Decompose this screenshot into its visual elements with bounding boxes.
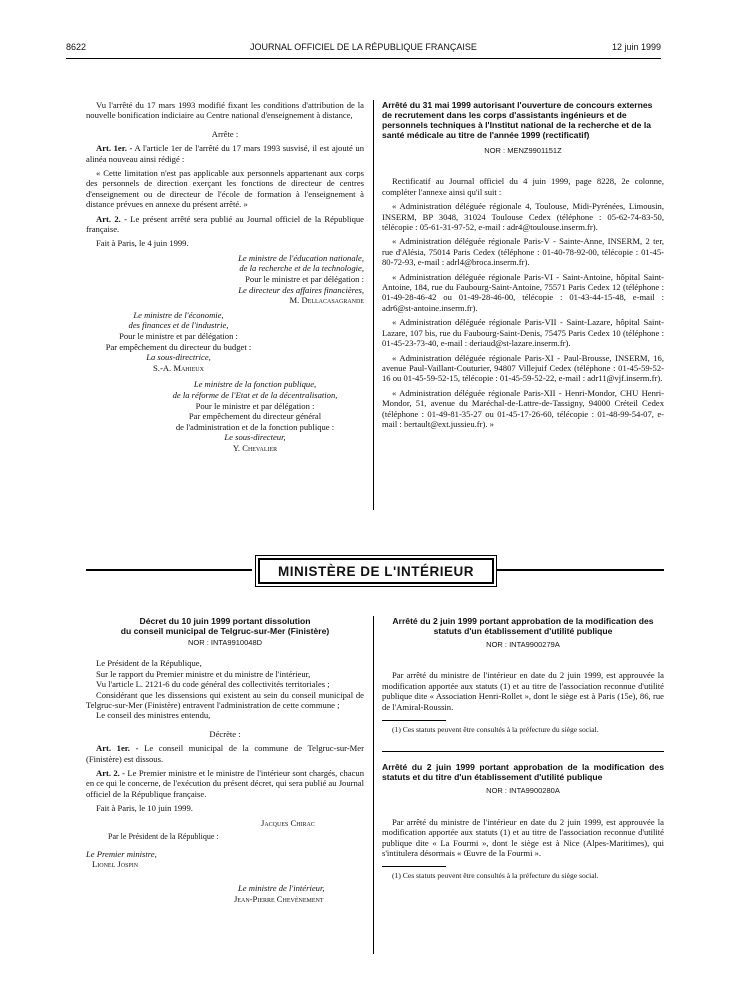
signature-1-title-a: Le ministre de l'éducation nationale, (238, 252, 364, 263)
signature-3-delegation: Pour le ministre et par délégation : (195, 400, 315, 411)
page-header (66, 42, 661, 56)
article-1-text: Le conseil municipal de la commune de Telgruc-sur-Mer (Finistère) est dissous. (86, 743, 364, 764)
arrete-1-footnote: (1) Ces statuts peuvent être consultés à la préfecture du siège social. (392, 725, 599, 735)
signature-3-title-b: de la réforme de l'Etat et de la décentralisation, (172, 390, 338, 400)
annex-item: « Administration déléguée régionale Paris-VII - Saint-Lazare, hôpital Saint-Lazare, 107 bis, rue du Faubourg-Saint-Denis, 75475 Paris Cedex 10 (téléphone : 01-45-23-73-40, e-mail : deriaud@st-lazare.inserm.fr). (382, 317, 664, 349)
signature-2-delegation: Pour le ministre et par délégation : (119, 331, 238, 342)
column-divider-bottom (373, 616, 374, 954)
annex-item: « Administration déléguée régionale Paris-VI - Saint-Antoine, hôpital Saint-Antoine, 184, rue du Faubourg-Saint-Antoine, 75571 Paris Cedex 12 (téléphone : 01-49-28-46-42 ou 01-49-28-46-00, télécopie : 01-43-44-15-48, e-mail : adr6@st-antoine.inserm.fr). (382, 271, 664, 313)
president-signature: Jacques Chirac (261, 817, 315, 828)
fait-line: Fait à Paris, le 4 juin 1999. (96, 238, 189, 249)
signature-3-role: Le sous-directeur, (224, 432, 286, 443)
signature-2-title-a: Le ministre de l'économie, (133, 309, 224, 320)
article-2 (86, 768, 364, 799)
signature-2-role: La sous-directrice, (146, 352, 211, 363)
top-left-column (86, 100, 364, 454)
annex-item: « Administration déléguée régionale Paris-XII - Henri-Mondor, CHU Henri-Mondor, 51, avenue du Maréchal-de-Lattre-de-Tassigny, 94000 Créteil Cedex (téléphone : 01-49-81-35-27 ou 01-45-17-26-60, télécopie : 01-48-99-54-07, e-mail : bertault@ext.jussieu.fr). » (382, 387, 664, 429)
arrete-heading: Arrête : (211, 128, 239, 139)
signature-2-title-b: des finances et de l'industrie, (128, 320, 229, 331)
vu-paragraph: Vu l'arrêté du 17 mars 1993 modifié fixant les conditions d'attribution de la nouvelle bonification indiciaire au Centre national d'enseignement à distance, (86, 100, 364, 121)
signature-2-empechement: Par empêchement du directeur du budget : (105, 341, 252, 352)
column-divider-top (373, 100, 374, 510)
arrete-2-nor: NOR : INTA9900280A (486, 786, 560, 796)
signature-3-empechement-a: Par empêchement du directeur général (188, 411, 322, 422)
signature-3-empechement-b: de l'administration et de la fonction publique : (175, 421, 335, 432)
footnote-rule (382, 720, 446, 721)
article-1 (86, 743, 364, 764)
premier-ministre-title: Le Premier ministre, (86, 848, 157, 859)
rapport-line: Sur le rapport du Premier ministre et du ministre de l'intérieur, (96, 668, 311, 679)
signature-2-name: S.-A. Mahieux (153, 362, 204, 373)
signature-block-3 (146, 379, 364, 453)
ministry-heading: MINISTÈRE DE L'INTÉRIEUR (258, 558, 494, 584)
signature-1-role: Le directeur des affaires financières, (238, 284, 364, 295)
decret-title-line-1: Décret du 10 juin 1999 portant dissolution (139, 616, 311, 626)
issue-date: 12 juin 1999 (611, 42, 661, 52)
arrete-1-title: Arrêté du 2 juin 1999 portant approbation de la modification des statuts d'un établissement d'utilité publique (392, 616, 654, 636)
signature-1-name: M. Dellacasagrande (289, 295, 364, 306)
signature-1-title-b: de la recherche et de la technologie, (239, 263, 364, 274)
header-rule (66, 58, 661, 59)
section-rule (382, 751, 664, 752)
article-2-label: Art. 2. - (96, 213, 127, 224)
decret-title-line-2: du conseil municipal de Telgruc-sur-Mer (Finistère) (120, 626, 330, 636)
premier-ministre-name: Lionel Jospin (92, 858, 139, 869)
quote-paragraph: « Cette limitation n'est pas applicable aux personnels appartenant aux corps des personnels de direction exerçant les fonctions de directeur de centres d'enseignement ou de directeur de l'école de formation à l'enseignement à distance prévues en annexe du présent arrêté. » (86, 168, 364, 210)
top-right-column (382, 100, 664, 433)
article-1-text: A l'article 1er de l'arrêté du 17 mars 1993 susvisé, il est ajouté un alinéa nouveau ainsi rédigé : (86, 143, 365, 164)
par-president-line: Par le Président de la République : (108, 832, 219, 842)
ministre-interieur-name: Jean-Pierre Chevènement (234, 893, 324, 904)
signature-3-name: Y. Chevalier (232, 442, 278, 453)
page-number: 8622 (66, 42, 87, 52)
bottom-left-column (86, 616, 364, 904)
decrete-heading: Décrète : (209, 728, 241, 739)
arrete-2-footnote: (1) Ces statuts peuvent être consultés à la préfecture du siège social. (392, 871, 599, 881)
arrete-2-body: Par arrêté du ministre de l'intérieur en date du 2 juin 1999, est approuvée la modification apportée aux statuts (1) et au titre de l'association reconnue d'utilité publique dite « La Fourmi », dont le siège est à Nice (Alpes-Maritimes), qui s'intitulera désormais « Œuvre de la Fourmi ». (382, 816, 664, 859)
ministre-interieur-title: Le ministre de l'intérieur, (238, 883, 325, 894)
vu-line: Vu l'article L. 2121-6 du code général des collectivités territoriales ; (96, 679, 330, 690)
signature-1-delegation: Pour le ministre et par délégation : (245, 274, 364, 285)
annex-item: « Administration déléguée régionale 4, Toulouse, Midi-Pyrénées, Limousin, INSERM, BP 3048, 31024 Toulouse Cedex (téléphone : 05-62-74-83-50, télécopie : 05-61-31-97-52, e-mail : adr4@toulouse.inserm.fr). (382, 201, 664, 233)
article-1 (86, 143, 364, 164)
arrete-title-rectificatif: Arrêté du 31 mai 1999 autorisant l'ouverture de concours externes de recrutement dans les corps d'assistants ingénieurs et de personnels techniques à l'Institut national de la recherche et de la santé médicale au titre de l'année 1999 (rectificatif) (382, 100, 653, 140)
journal-title: JOURNAL OFFICIEL DE LA RÉPUBLIQUE FRANÇAISE (250, 42, 477, 52)
rectificatif-intro: Rectificatif au Journal officiel du 4 juin 1999, page 8228, 2e colonne, compléter l'annexe ainsi qu'il suit : (382, 176, 664, 197)
article-2-text: Le Premier ministre et le ministre de l'intérieur sont chargés, chacun en ce qui le concerne, de l'exécution du présent décret, qui sera publié au Journal officiel de la République française. (86, 768, 364, 799)
bottom-right-column (382, 616, 664, 882)
president-line: Le Président de la République, (96, 658, 202, 669)
considerant-line: Considérant que les dissensions qui existent au sein du conseil municipal de Telgruc-sur-Mer (Finistère) entravent l'administration de cette commune ; (86, 689, 364, 711)
signature-block-2 (86, 310, 271, 374)
nor-reference: NOR : INTA9910048D (187, 638, 263, 647)
arrete-1-nor: NOR : INTA9900279A (486, 640, 560, 649)
article-1-label: Art. 1er. - (96, 743, 139, 754)
annex-item: « Administration déléguée régionale Paris-V - Sainte-Anne, INSERM, 2 ter, rue d'Alésia, 75014 Paris Cedex (téléphone : 01-40-78-92-00, télécopie : 01-45-80-72-93, e-mail : adrl4@broca.inserm.fr). (382, 236, 664, 268)
article-2 (86, 214, 364, 235)
article-2-label: Art. 2. - (96, 768, 126, 779)
fait-line: Fait à Paris, le 10 juin 1999. (96, 803, 193, 814)
article-1-label: Art. 1er. - (96, 143, 133, 154)
nor-reference: NOR : MENZ9901151Z (484, 146, 562, 155)
signature-block-1 (86, 253, 364, 306)
signature-3-title-a: Le ministre de la fonction publique, (193, 379, 317, 390)
arrete-2-title: Arrêté du 2 juin 1999 portant approbation de la modification des statuts et du titre d'un établissement d'utilité publique (382, 762, 664, 783)
ministry-line-left (86, 569, 252, 571)
arrete-1-body: Par arrêté du ministre de l'intérieur en date du 2 juin 1999, est approuvée la modification apportée aux statuts (1) et au titre de l'association reconnue d'utilité publique dite « Association Henri-Rollet », dont le siège est à Paris (15e), 86, rue de l'Amiral-Roussin. (382, 670, 664, 712)
annex-item: « Administration déléguée régionale Paris-XI - Paul-Brousse, INSERM, 16, avenue Paul-Vaillant-Couturier, 94807 Villejuif Cedex (téléphone : 01-45-59-52-16 ou 01-45-59-52-15, télécopie : 01-45-59-52-22, e-mail : adr11@vjf.inserm.fr). (382, 352, 664, 384)
footnote-rule (382, 866, 446, 867)
ministry-line-right (497, 569, 664, 571)
article-2-text: Le présent arrêté sera publié au Journal officiel de la République française. (86, 213, 364, 235)
conseil-line: Le conseil des ministres entendu, (96, 710, 211, 721)
